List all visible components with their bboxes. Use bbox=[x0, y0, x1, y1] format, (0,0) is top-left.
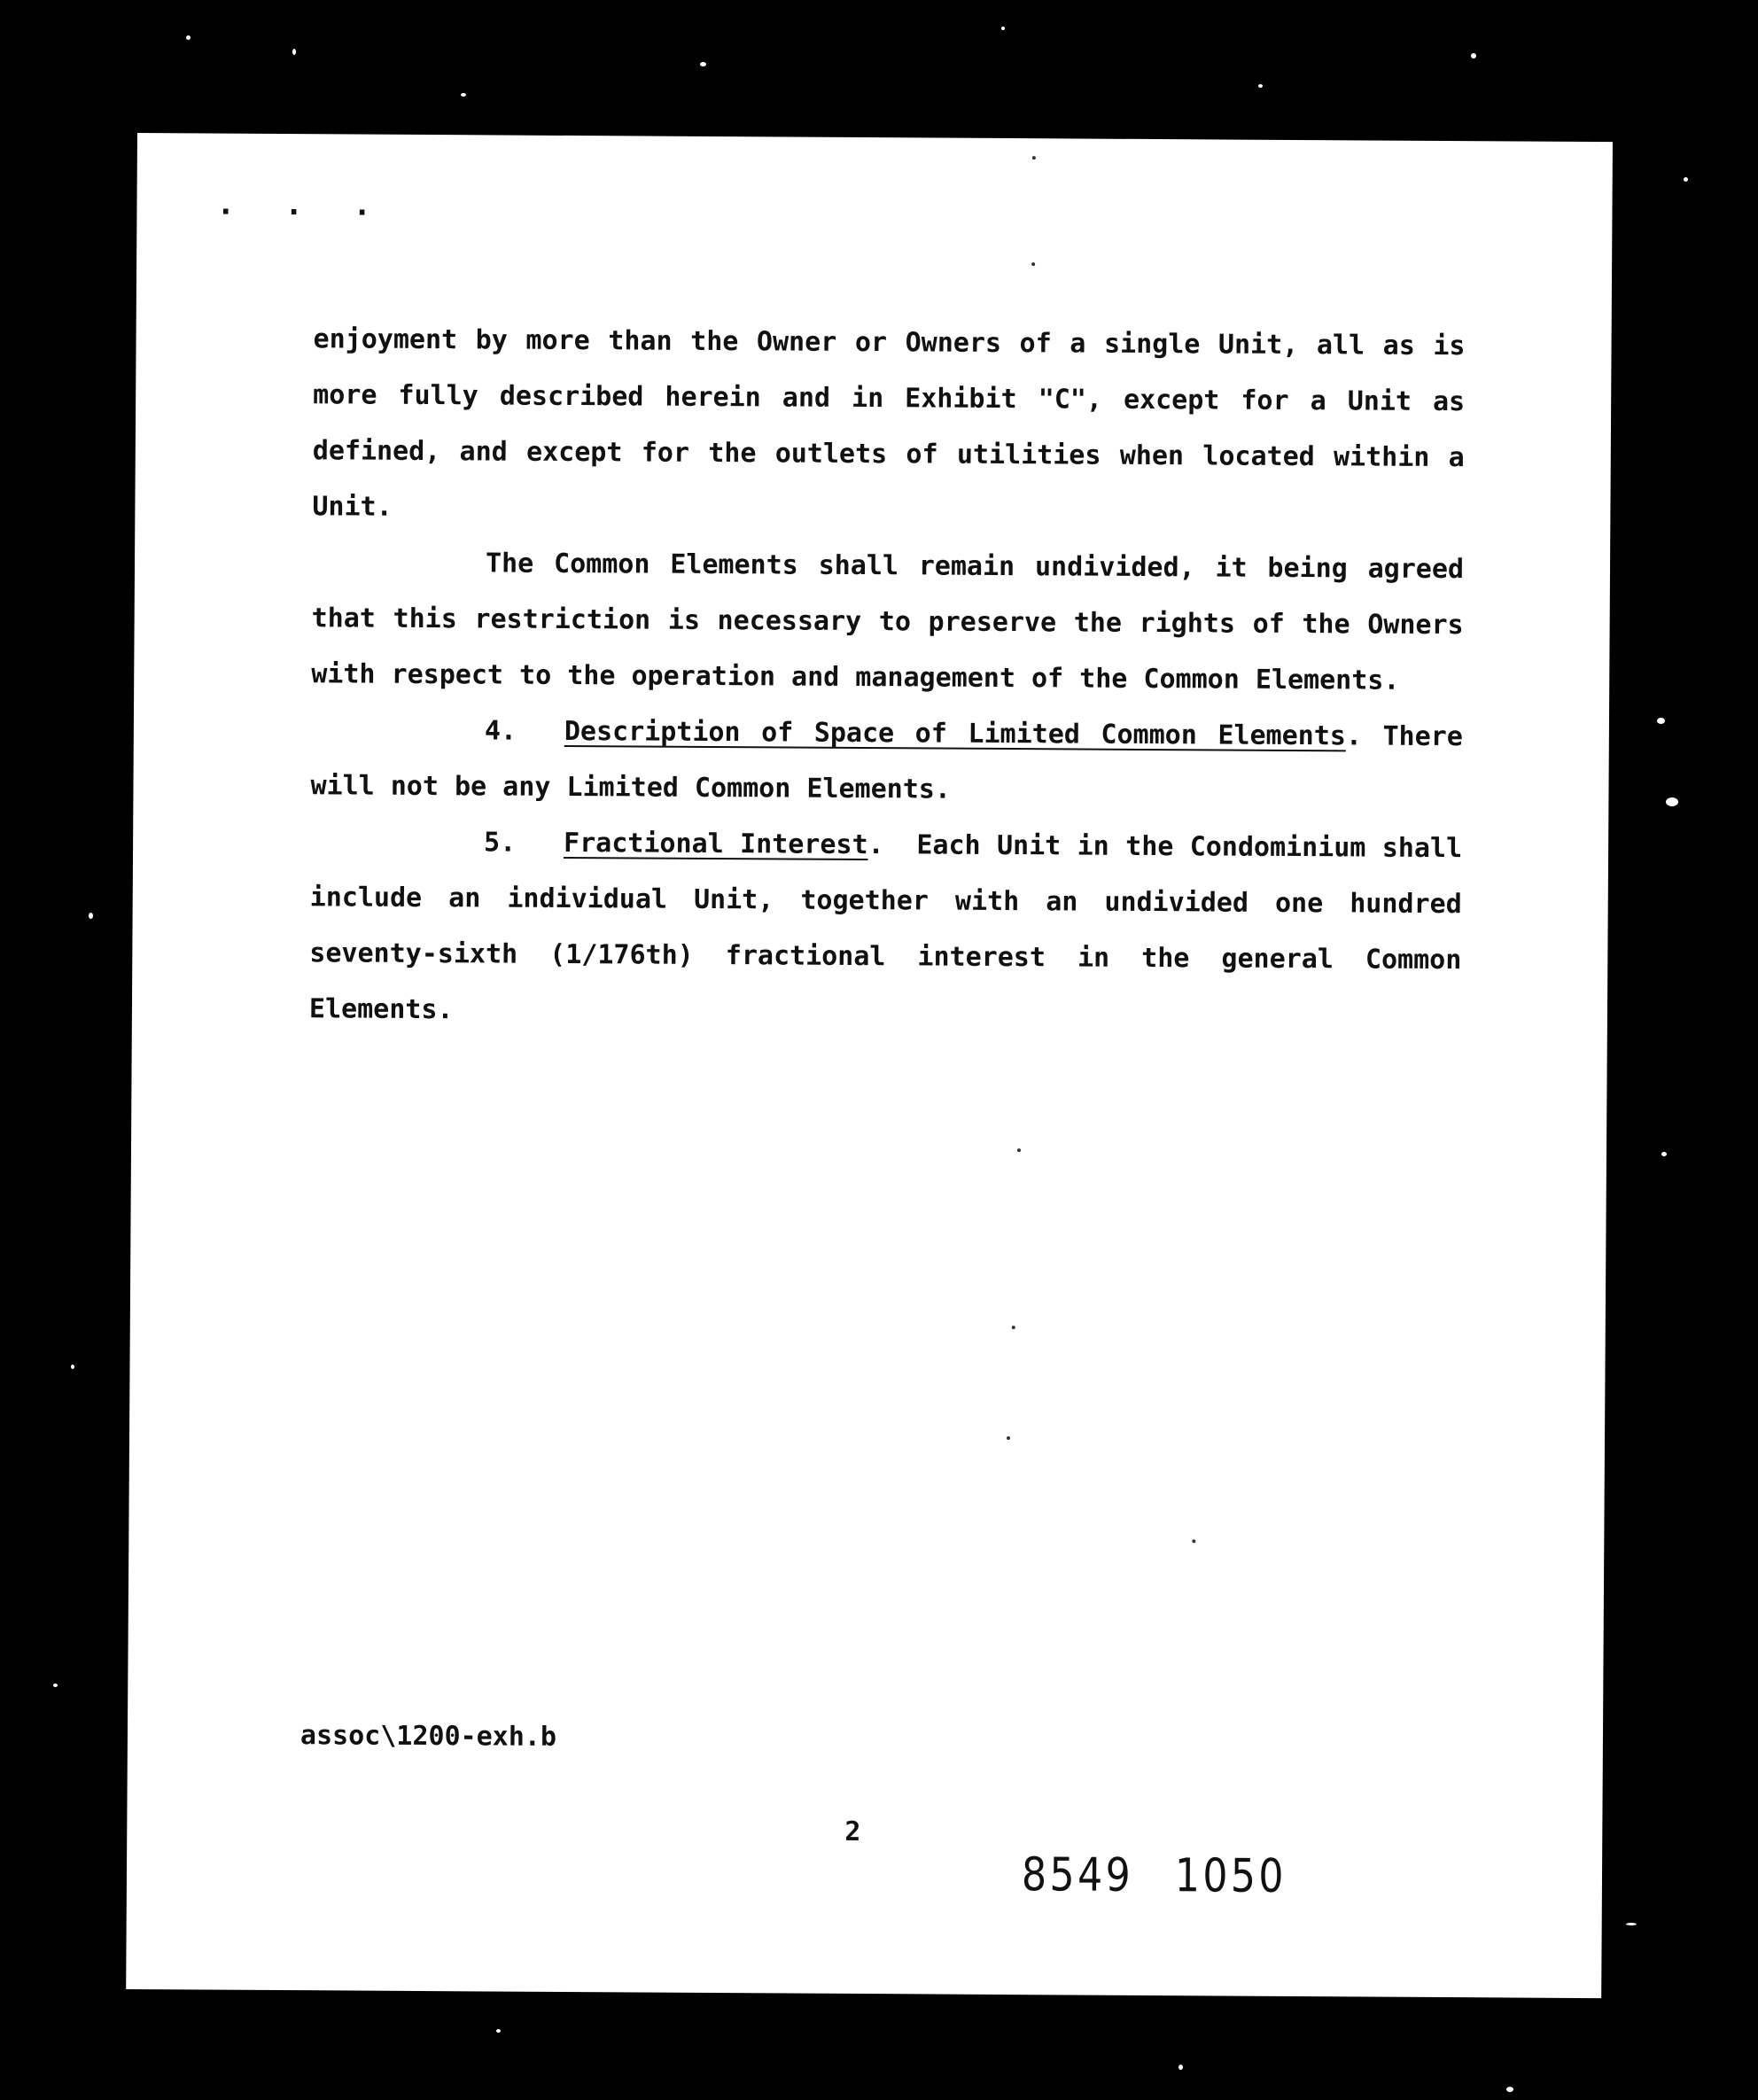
scan-speck bbox=[1626, 1923, 1637, 1925]
header-marks: . . . bbox=[216, 186, 387, 223]
section-4 bbox=[310, 702, 1463, 821]
section-4-heading: Description of Space of Limited Common Elements bbox=[564, 715, 1347, 752]
scan-speck bbox=[292, 49, 296, 55]
scan-speck bbox=[1661, 1152, 1667, 1156]
stamp-page-number: 1050 bbox=[1174, 1849, 1287, 1903]
section-5-heading-punct: . bbox=[867, 829, 884, 861]
stamp-book-number: 8549 bbox=[1021, 1848, 1134, 1902]
document-body bbox=[309, 311, 1466, 1044]
section-5-heading: Fractional Interest bbox=[564, 827, 868, 861]
stray-mark bbox=[1031, 262, 1035, 266]
page-number: 2 bbox=[844, 1816, 861, 1848]
section-5 bbox=[309, 813, 1463, 1044]
scan-speck bbox=[1178, 2065, 1183, 2070]
scan-speck bbox=[186, 35, 191, 40]
section-4-body: There will not be any Limited Common Elements. bbox=[310, 720, 1463, 805]
stray-mark bbox=[1012, 1326, 1015, 1329]
scan-speck bbox=[461, 93, 466, 97]
scan-speck bbox=[71, 1365, 74, 1369]
file-reference: assoc\1200-exh.b bbox=[299, 1720, 557, 1753]
recording-stamp bbox=[1022, 1848, 1287, 1903]
document-page bbox=[126, 133, 1613, 1998]
stray-mark bbox=[1007, 1436, 1010, 1440]
stray-mark bbox=[1032, 156, 1036, 159]
scan-speck bbox=[1471, 53, 1476, 58]
scan-speck bbox=[1666, 797, 1678, 806]
scan-speck bbox=[1258, 84, 1263, 88]
scan-speck bbox=[700, 62, 706, 66]
paragraph-continuation: enjoyment by more than the Owner or Owners of a single Unit, all as is more fully described herein and in Exhibit "C", except for a Unit as defined, and except for the outlets of utilities when located within a Unit. bbox=[312, 323, 1466, 523]
scan-speck bbox=[1684, 177, 1688, 182]
scan-speck bbox=[1001, 27, 1005, 30]
scan-speck bbox=[1506, 2087, 1513, 2092]
stray-mark bbox=[1017, 1148, 1021, 1152]
scan-speck bbox=[89, 913, 93, 919]
paragraph-common-elements: The Common Elements shall remain undivided, it being agreed that this restriction is necessary to preserve the rights of the Owners with respect to the operation and management of the Common Elements. bbox=[311, 548, 1465, 696]
section-5-body: Each Unit in the Condominium shall include an individual Unit, together with an undivided one hundred seventy-sixth (1/176th) fractional interest in the general Common Elements. bbox=[308, 829, 1463, 1026]
section-5-number: 5. bbox=[484, 827, 517, 859]
section-4-heading-punct: . bbox=[1345, 720, 1363, 752]
scan-speck bbox=[53, 1684, 58, 1687]
section-4-number: 4. bbox=[484, 715, 517, 747]
scan-speck bbox=[496, 2029, 501, 2033]
scan-speck bbox=[1657, 718, 1665, 724]
stray-mark bbox=[1192, 1539, 1195, 1543]
